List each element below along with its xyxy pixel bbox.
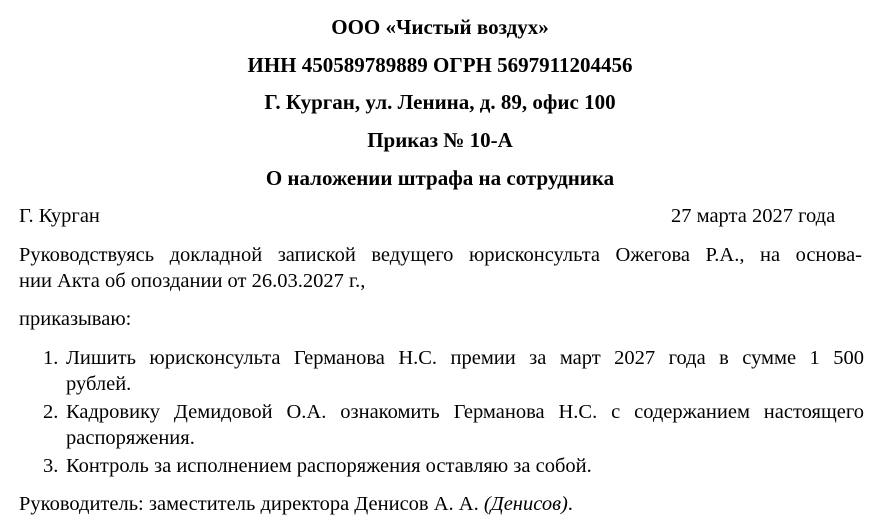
signature-text: Руководитель: заместитель директора Денисов А. А. xyxy=(19,493,479,515)
item-2-line-1: Кадровику Демидовой О.А. ознакомить Германова Н.С. с содержанием настоящего xyxy=(66,401,864,423)
signature-tail: . xyxy=(567,493,573,515)
preamble-line-1: Руководствуясь докладной запиской ведущего юрисконсульта Ожегова Р.А., на основа- xyxy=(19,244,862,266)
company-address: Г. Курган, ул. Ленина, д. 89, офис 100 xyxy=(264,90,616,114)
item-1-line-1: Лишить юрисконсульта Германова Н.С. премии за март 2027 года в сумме 1 500 xyxy=(66,347,864,369)
preamble-line-2: нии Акта об опоздании от 26.03.2027 г., xyxy=(19,270,366,292)
signature-name-italic: (Денисов) xyxy=(483,493,568,515)
order-date: 27 марта 2027 года xyxy=(671,205,836,227)
order-title: Приказ № 10-А xyxy=(367,128,513,152)
item-number: 1. xyxy=(43,347,59,369)
company-name: ООО «Чистый воздух» xyxy=(331,15,549,39)
item-number: 3. xyxy=(43,455,59,477)
item-number: 2. xyxy=(43,401,59,423)
item-2-line-2: распоряжения. xyxy=(66,427,195,449)
place-city: Г. Курган xyxy=(19,205,100,227)
item-1-line-2: рублей. xyxy=(66,373,132,395)
order-subject: О наложении штрафа на сотрудника xyxy=(265,166,615,190)
order-word: приказываю: xyxy=(19,308,132,330)
company-ids: ИНН 450589789889 ОГРН 5697911204456 xyxy=(247,53,633,77)
item-3-line-1: Контроль за исполнением распоряжения оставляю за собой. xyxy=(66,455,592,477)
signature-line xyxy=(19,491,573,517)
